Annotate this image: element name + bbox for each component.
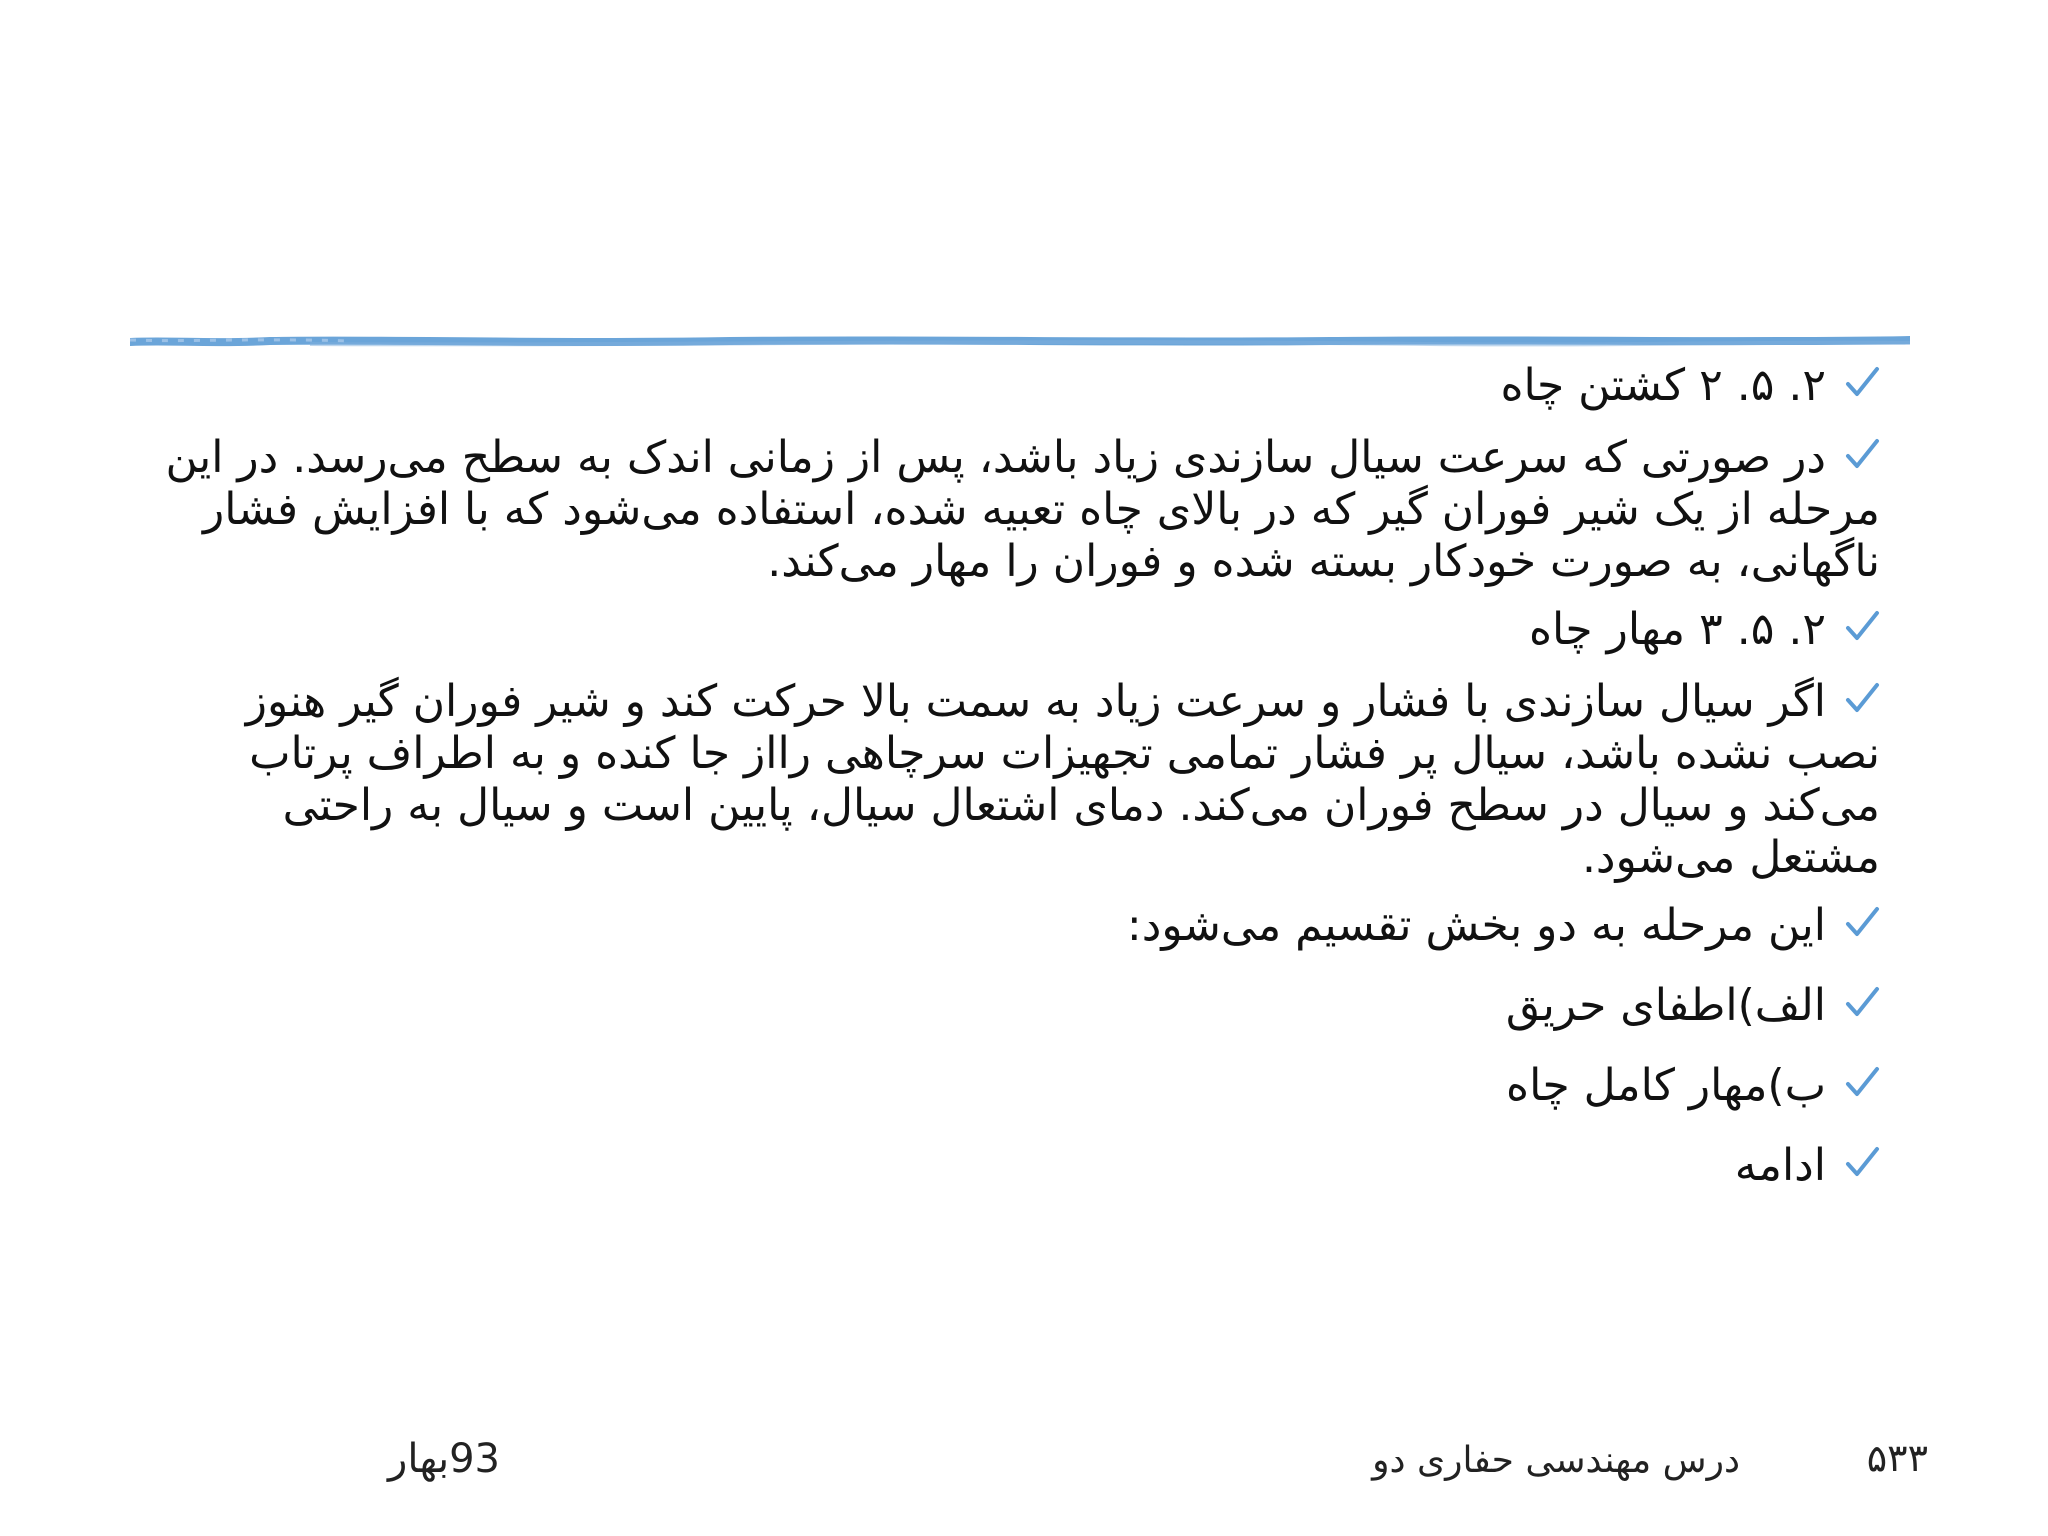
bullet-heading-well-control	[160, 604, 1880, 656]
checkmark-icon	[1844, 904, 1880, 944]
bullet-text: ۲. ۵. ۲ کشتن چاه	[1500, 360, 1826, 411]
bullet-full-well-control	[160, 1060, 1880, 1112]
checkmark-icon	[1844, 1064, 1880, 1104]
bullet-two-parts	[160, 900, 1880, 952]
title-divider-stroke	[130, 330, 1910, 354]
checkmark-icon	[1844, 680, 1880, 720]
checkmark-icon	[1844, 364, 1880, 404]
checkmark-icon	[1844, 436, 1880, 476]
bullet-continue	[160, 1140, 1880, 1192]
bullet-paragraph-well-control	[160, 676, 1880, 884]
bullet-text: ۲. ۵. ۳ مهار چاه	[1528, 604, 1826, 655]
bullet-paragraph-killing-well	[160, 432, 1880, 588]
footer-course-title: درس مهندسی حفاری دو	[1372, 1440, 1740, 1481]
bullet-list	[160, 360, 1880, 1220]
checkmark-icon	[1844, 1144, 1880, 1184]
checkmark-icon	[1844, 984, 1880, 1024]
bullet-text: الف)اطفای حریق	[1505, 980, 1826, 1031]
bullet-fire-extinguishing	[160, 980, 1880, 1032]
checkmark-icon	[1844, 608, 1880, 648]
bullet-heading-killing-well	[160, 360, 1880, 412]
bullet-text: در صورتی که سرعت سیال سازندی زیاد باشد، پس از زمانی اندک به سطح می‌رسد. در این مرحله از یک شیر فوران گیر که در بالای چاه تعبیه شده، استفاده می‌شود که با افزایش فشار ناگهانی، به صورت خودکار بسته شده و فوران را مهار می‌کند.	[165, 432, 1880, 587]
footer-page-number: ۵۳۳	[1866, 1436, 1928, 1480]
bullet-text: ادامه	[1734, 1140, 1826, 1191]
bullet-text: اگر سیال سازندی با فشار و سرعت زیاد به سمت بالا حرکت کند و شیر فوران گیر هنوز نصب نشده باشد، سیال پر فشار تمامی تجهیزات سرچاهی رااز جا کنده و به اطراف پرتاب می‌کند و سیال در سطح فوران می‌کند. دمای اشتعال سیال، پایین است و سیال به راحتی مشتعل می‌شود.	[245, 676, 1880, 883]
footer-date: 93بهار	[388, 1436, 500, 1482]
bullet-text: این مرحله به دو بخش تقسیم می‌شود:	[1126, 900, 1826, 951]
bullet-text: ب)مهار کامل چاه	[1506, 1060, 1826, 1111]
